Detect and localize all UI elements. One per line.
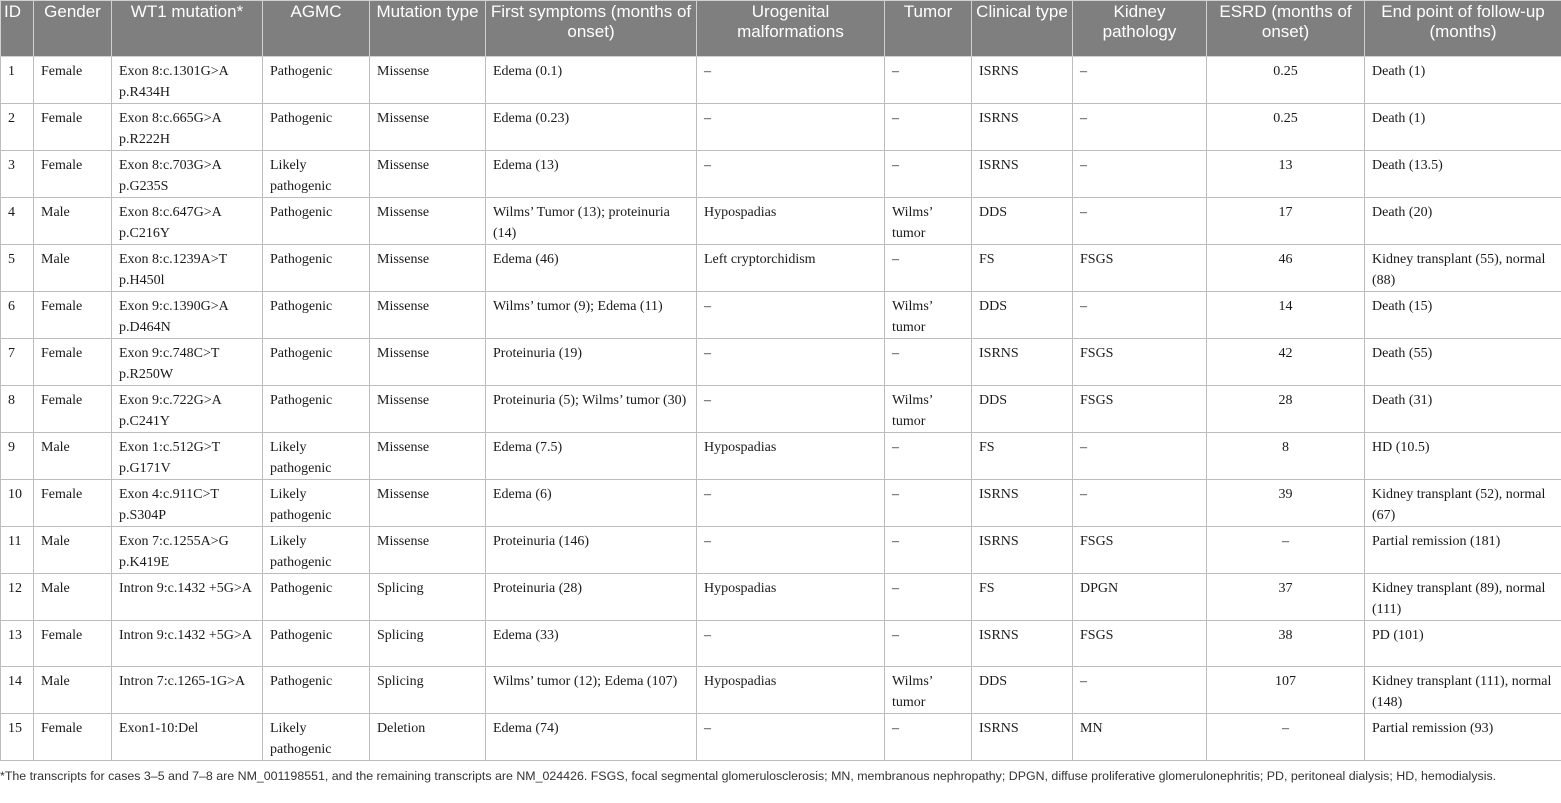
cell-wt1-mutation: Exon 8:c.1301G>A p.R434H (112, 57, 263, 104)
cell-id: 7 (1, 339, 34, 386)
cell-agmc: Likely pathogenic (263, 433, 370, 480)
cell-gender: Male (34, 574, 112, 621)
cell-clinical-type: ISRNS (972, 480, 1073, 527)
cell-end-point: HD (10.5) (1365, 433, 1561, 480)
cell-urogenital-malformations: – (697, 151, 885, 198)
cell-mutation-type: Missense (370, 104, 486, 151)
cell-kidney-pathology: DPGN (1073, 574, 1207, 621)
cell-urogenital-malformations: Hypospadias (697, 433, 885, 480)
cell-clinical-type: ISRNS (972, 339, 1073, 386)
cell-mutation-type: Missense (370, 292, 486, 339)
cell-wt1-mutation: Intron 7:c.1265-1G>A (112, 667, 263, 714)
cell-first-symptoms: Proteinuria (19) (486, 339, 697, 386)
cell-clinical-type: FS (972, 245, 1073, 292)
cell-clinical-type: ISRNS (972, 151, 1073, 198)
column-header-gender: Gender (34, 1, 112, 57)
cell-first-symptoms: Edema (6) (486, 480, 697, 527)
cell-wt1-mutation: Exon 9:c.1390G>A p.D464N (112, 292, 263, 339)
column-header-id: ID (1, 1, 34, 57)
column-header-first-symptoms: First symptoms (months of onset) (486, 1, 697, 57)
cell-gender: Female (34, 292, 112, 339)
cell-id: 8 (1, 386, 34, 433)
cell-kidney-pathology: – (1073, 57, 1207, 104)
cell-tumor: – (885, 433, 972, 480)
cell-end-point: Death (1) (1365, 57, 1561, 104)
cell-tumor: – (885, 480, 972, 527)
cell-mutation-type: Missense (370, 57, 486, 104)
cell-end-point: Kidney transplant (111), normal (148) (1365, 667, 1561, 714)
cell-wt1-mutation: Exon 8:c.1239A>T p.H450l (112, 245, 263, 292)
cell-gender: Female (34, 339, 112, 386)
table-row (1, 480, 1561, 527)
cell-wt1-mutation: Exon1-10:Del (112, 714, 263, 761)
cell-esrd: 38 (1207, 621, 1365, 667)
column-header-end-point: End point of follow-up (months) (1365, 1, 1561, 57)
cell-gender: Female (34, 151, 112, 198)
cell-urogenital-malformations: – (697, 714, 885, 761)
cell-urogenital-malformations: – (697, 292, 885, 339)
cell-first-symptoms: Edema (0.1) (486, 57, 697, 104)
table-row (1, 151, 1561, 198)
cell-id: 9 (1, 433, 34, 480)
cell-agmc: Likely pathogenic (263, 714, 370, 761)
cell-first-symptoms: Edema (7.5) (486, 433, 697, 480)
cell-gender: Male (34, 667, 112, 714)
cell-agmc: Pathogenic (263, 245, 370, 292)
column-header-tumor: Tumor (885, 1, 972, 57)
cell-kidney-pathology: FSGS (1073, 386, 1207, 433)
cell-clinical-type: DDS (972, 667, 1073, 714)
cell-end-point: Kidney transplant (52), normal (67) (1365, 480, 1561, 527)
cell-urogenital-malformations: Hypospadias (697, 198, 885, 245)
cell-gender: Male (34, 527, 112, 574)
cell-first-symptoms: Edema (13) (486, 151, 697, 198)
cell-first-symptoms: Proteinuria (146) (486, 527, 697, 574)
cell-agmc: Likely pathogenic (263, 527, 370, 574)
cell-mutation-type: Splicing (370, 621, 486, 667)
cell-gender: Male (34, 433, 112, 480)
cell-tumor: – (885, 621, 972, 667)
cell-id: 11 (1, 527, 34, 574)
cell-agmc: Pathogenic (263, 57, 370, 104)
cell-urogenital-malformations: Hypospadias (697, 574, 885, 621)
cell-end-point: Death (20) (1365, 198, 1561, 245)
cell-esrd: 13 (1207, 151, 1365, 198)
table-row (1, 386, 1561, 433)
cell-clinical-type: ISRNS (972, 527, 1073, 574)
cell-esrd: 0.25 (1207, 57, 1365, 104)
cell-esrd: 17 (1207, 198, 1365, 245)
cell-urogenital-malformations: – (697, 480, 885, 527)
cell-first-symptoms: Edema (33) (486, 621, 697, 667)
cell-gender: Female (34, 104, 112, 151)
cell-kidney-pathology: – (1073, 433, 1207, 480)
cell-urogenital-malformations: – (697, 527, 885, 574)
cell-id: 4 (1, 198, 34, 245)
cell-kidney-pathology: – (1073, 667, 1207, 714)
cell-esrd: 46 (1207, 245, 1365, 292)
cell-esrd: 14 (1207, 292, 1365, 339)
cell-esrd: – (1207, 527, 1365, 574)
cell-wt1-mutation: Intron 9:c.1432 +5G>A (112, 574, 263, 621)
cell-clinical-type: FS (972, 574, 1073, 621)
table-row (1, 574, 1561, 621)
cell-mutation-type: Missense (370, 386, 486, 433)
cell-end-point: Death (55) (1365, 339, 1561, 386)
cell-wt1-mutation: Exon 9:c.722G>A p.C241Y (112, 386, 263, 433)
cell-end-point: Kidney transplant (89), normal (111) (1365, 574, 1561, 621)
cell-mutation-type: Missense (370, 151, 486, 198)
cell-id: 5 (1, 245, 34, 292)
cell-esrd: 0.25 (1207, 104, 1365, 151)
cell-mutation-type: Missense (370, 433, 486, 480)
cell-mutation-type: Missense (370, 339, 486, 386)
cell-agmc: Pathogenic (263, 386, 370, 433)
cell-tumor: – (885, 57, 972, 104)
cell-esrd: 37 (1207, 574, 1365, 621)
cell-clinical-type: FS (972, 433, 1073, 480)
cell-agmc: Pathogenic (263, 667, 370, 714)
cell-wt1-mutation: Exon 1:c.512G>T p.G171V (112, 433, 263, 480)
cell-id: 15 (1, 714, 34, 761)
column-header-wt1-mutation: WT1 mutation* (112, 1, 263, 57)
cell-mutation-type: Missense (370, 527, 486, 574)
cell-id: 12 (1, 574, 34, 621)
cell-id: 3 (1, 151, 34, 198)
cell-kidney-pathology: – (1073, 151, 1207, 198)
cell-tumor: – (885, 574, 972, 621)
cell-clinical-type: DDS (972, 386, 1073, 433)
cell-tumor: – (885, 714, 972, 761)
cell-gender: Female (34, 57, 112, 104)
column-header-clinical-type: Clinical type (972, 1, 1073, 57)
cell-clinical-type: ISRNS (972, 57, 1073, 104)
cell-wt1-mutation: Exon 8:c.647G>A p.C216Y (112, 198, 263, 245)
cell-tumor: Wilms’ tumor (885, 667, 972, 714)
table-row (1, 245, 1561, 292)
cell-wt1-mutation: Exon 9:c.748C>T p.R250W (112, 339, 263, 386)
cell-first-symptoms: Proteinuria (28) (486, 574, 697, 621)
table-row (1, 198, 1561, 245)
cell-clinical-type: DDS (972, 292, 1073, 339)
table-row (1, 714, 1561, 761)
cell-kidney-pathology: FSGS (1073, 621, 1207, 667)
cell-tumor: – (885, 151, 972, 198)
column-header-mutation-type: Mutation type (370, 1, 486, 57)
table-row (1, 621, 1561, 667)
cell-urogenital-malformations: Left cryptorchidism (697, 245, 885, 292)
cell-wt1-mutation: Exon 7:c.1255A>G p.K419E (112, 527, 263, 574)
header-row (1, 1, 1561, 57)
cell-tumor: Wilms’ tumor (885, 292, 972, 339)
cell-kidney-pathology: FSGS (1073, 245, 1207, 292)
cell-kidney-pathology: – (1073, 292, 1207, 339)
table-row (1, 57, 1561, 104)
cell-esrd: 8 (1207, 433, 1365, 480)
cell-gender: Male (34, 198, 112, 245)
column-header-esrd: ESRD (months of onset) (1207, 1, 1365, 57)
cell-kidney-pathology: – (1073, 198, 1207, 245)
cell-first-symptoms: Wilms’ Tumor (13); proteinuria (14) (486, 198, 697, 245)
cell-gender: Female (34, 386, 112, 433)
cell-id: 6 (1, 292, 34, 339)
cell-esrd: – (1207, 714, 1365, 761)
cell-mutation-type: Missense (370, 198, 486, 245)
cell-urogenital-malformations: – (697, 386, 885, 433)
cell-tumor: – (885, 245, 972, 292)
cell-kidney-pathology: MN (1073, 714, 1207, 761)
column-header-agmc: AGMC (263, 1, 370, 57)
cell-kidney-pathology: FSGS (1073, 339, 1207, 386)
cell-clinical-type: DDS (972, 198, 1073, 245)
cell-id: 1 (1, 57, 34, 104)
cell-agmc: Pathogenic (263, 339, 370, 386)
cell-esrd: 107 (1207, 667, 1365, 714)
cell-clinical-type: ISRNS (972, 621, 1073, 667)
cell-gender: Female (34, 480, 112, 527)
cell-kidney-pathology: – (1073, 480, 1207, 527)
cell-agmc: Pathogenic (263, 198, 370, 245)
table-row (1, 667, 1561, 714)
cell-tumor: – (885, 527, 972, 574)
cell-mutation-type: Missense (370, 480, 486, 527)
cell-kidney-pathology: FSGS (1073, 527, 1207, 574)
table-body (1, 57, 1561, 761)
cell-agmc: Pathogenic (263, 292, 370, 339)
cell-id: 13 (1, 621, 34, 667)
cell-end-point: Death (13.5) (1365, 151, 1561, 198)
table-row (1, 527, 1561, 574)
cell-agmc: Likely pathogenic (263, 151, 370, 198)
cell-urogenital-malformations: – (697, 621, 885, 667)
cell-wt1-mutation: Exon 8:c.665G>A p.R222H (112, 104, 263, 151)
cell-end-point: Partial remission (93) (1365, 714, 1561, 761)
cell-id: 14 (1, 667, 34, 714)
cell-agmc: Pathogenic (263, 621, 370, 667)
cell-first-symptoms: Proteinuria (5); Wilms’ tumor (30) (486, 386, 697, 433)
cell-first-symptoms: Edema (0.23) (486, 104, 697, 151)
cell-end-point: Death (31) (1365, 386, 1561, 433)
cell-gender: Male (34, 245, 112, 292)
cell-tumor: – (885, 339, 972, 386)
cell-tumor: Wilms’ tumor (885, 198, 972, 245)
cell-end-point: Death (15) (1365, 292, 1561, 339)
cell-id: 10 (1, 480, 34, 527)
cell-first-symptoms: Wilms’ tumor (12); Edema (107) (486, 667, 697, 714)
cell-agmc: Pathogenic (263, 104, 370, 151)
cell-clinical-type: ISRNS (972, 104, 1073, 151)
cell-first-symptoms: Edema (46) (486, 245, 697, 292)
cell-end-point: Kidney transplant (55), normal (88) (1365, 245, 1561, 292)
cell-end-point: Partial remission (181) (1365, 527, 1561, 574)
table-row (1, 433, 1561, 480)
cell-urogenital-malformations: – (697, 104, 885, 151)
cell-mutation-type: Splicing (370, 667, 486, 714)
cell-urogenital-malformations: – (697, 57, 885, 104)
table-row (1, 104, 1561, 151)
cell-urogenital-malformations: Hypospadias (697, 667, 885, 714)
cell-mutation-type: Splicing (370, 574, 486, 621)
cell-tumor: – (885, 104, 972, 151)
column-header-urogenital-malformations: Urogenital malformations (697, 1, 885, 57)
cell-wt1-mutation: Exon 4:c.911C>T p.S304P (112, 480, 263, 527)
cell-first-symptoms: Edema (74) (486, 714, 697, 761)
cell-first-symptoms: Wilms’ tumor (9); Edema (11) (486, 292, 697, 339)
cell-kidney-pathology: – (1073, 104, 1207, 151)
cell-id: 2 (1, 104, 34, 151)
cell-wt1-mutation: Intron 9:c.1432 +5G>A (112, 621, 263, 667)
cell-agmc: Likely pathogenic (263, 480, 370, 527)
cell-esrd: 28 (1207, 386, 1365, 433)
cell-urogenital-malformations: – (697, 339, 885, 386)
cell-mutation-type: Missense (370, 245, 486, 292)
cell-esrd: 39 (1207, 480, 1365, 527)
cell-tumor: Wilms’ tumor (885, 386, 972, 433)
table-footnote: *The transcripts for cases 3–5 and 7–8 are NM_001198551, and the remaining transcripts are NM_024426. FSGS, focal segmental glomerulosclerosis; MN, membranous nephropathy; DPGN, diffuse proliferative glomerulonephritis; PD, peritoneal dialysis; HD, hemodialysis. (0, 769, 1497, 783)
cell-end-point: PD (101) (1365, 621, 1561, 667)
cell-gender: Female (34, 621, 112, 667)
cell-esrd: 42 (1207, 339, 1365, 386)
cell-end-point: Death (1) (1365, 104, 1561, 151)
cell-gender: Female (34, 714, 112, 761)
cell-clinical-type: ISRNS (972, 714, 1073, 761)
table-row (1, 292, 1561, 339)
table-row (1, 339, 1561, 386)
cell-wt1-mutation: Exon 8:c.703G>A p.G235S (112, 151, 263, 198)
cell-agmc: Pathogenic (263, 574, 370, 621)
column-header-kidney-pathology: Kidney pathology (1073, 1, 1207, 57)
cell-mutation-type: Deletion (370, 714, 486, 761)
